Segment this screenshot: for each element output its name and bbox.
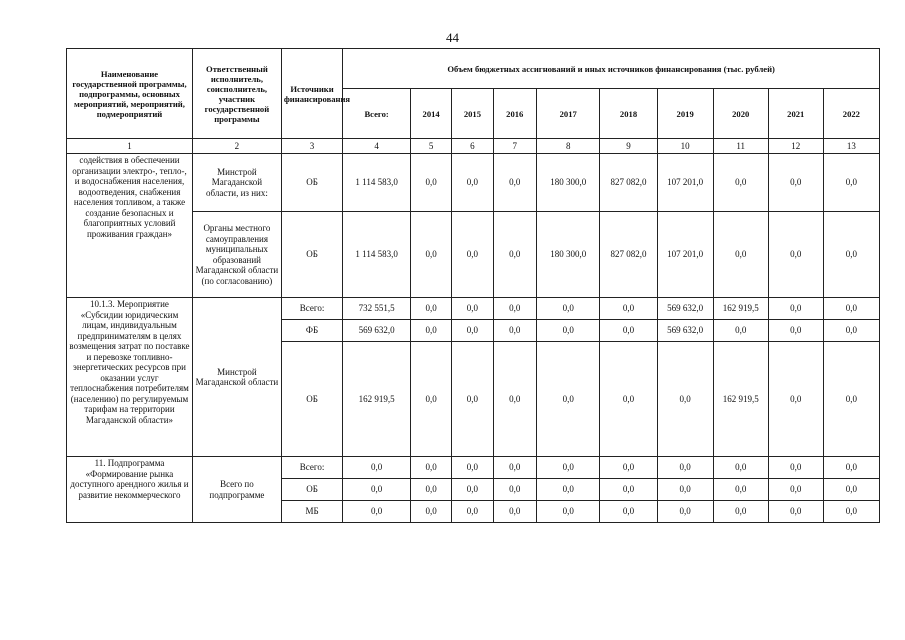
value-cell: 0,0 bbox=[452, 342, 493, 457]
index-cell: 11 bbox=[713, 139, 768, 154]
index-cell: 3 bbox=[281, 139, 342, 154]
executor-cell: Минстрой Магаданской области bbox=[192, 298, 281, 457]
table-row bbox=[67, 298, 880, 320]
value-cell: 0,0 bbox=[600, 501, 657, 523]
index-cell: 6 bbox=[452, 139, 493, 154]
source-cell: ОБ bbox=[281, 342, 342, 457]
page-number: 44 bbox=[446, 30, 459, 45]
program-name-cell: 10.1.3. Мероприятие «Субсидии юридическим лицам, индивидуальным предпринимателям в целях возмещения затрат по поставке и перевозке топливно-энергетических ресурсов при оказании услуг теплоснабжения потребителям (населению) по регулируемым тарифам на территории Магаданской области» bbox=[67, 298, 193, 457]
value-cell: 0,0 bbox=[536, 320, 600, 342]
index-cell: 12 bbox=[768, 139, 823, 154]
value-cell: 0,0 bbox=[768, 154, 823, 212]
value-cell: 0,0 bbox=[600, 298, 657, 320]
value-cell: 0,0 bbox=[768, 298, 823, 320]
value-cell: 1 114 583,0 bbox=[343, 212, 411, 298]
value-cell: 0,0 bbox=[452, 154, 493, 212]
source-cell: ОБ bbox=[281, 479, 342, 501]
value-cell: 0,0 bbox=[600, 320, 657, 342]
index-row bbox=[67, 139, 880, 154]
value-cell: 162 919,5 bbox=[713, 298, 768, 320]
value-cell: 0,0 bbox=[452, 457, 493, 479]
value-cell: 0,0 bbox=[493, 154, 536, 212]
value-cell: 180 300,0 bbox=[536, 154, 600, 212]
header-year: 2014 bbox=[410, 89, 451, 139]
header-year: 2021 bbox=[768, 89, 823, 139]
value-cell: 0,0 bbox=[657, 501, 713, 523]
value-cell: 0,0 bbox=[713, 154, 768, 212]
executor-cell: Органы местного самоуправления муниципальных образований Магаданской области (по согласованию) bbox=[192, 212, 281, 298]
value-cell: 0,0 bbox=[343, 479, 411, 501]
value-cell: 0,0 bbox=[600, 457, 657, 479]
value-cell: 569 632,0 bbox=[343, 320, 411, 342]
source-cell: ФБ bbox=[281, 320, 342, 342]
value-cell: 0,0 bbox=[823, 342, 879, 457]
value-cell: 0,0 bbox=[713, 320, 768, 342]
value-cell: 0,0 bbox=[713, 479, 768, 501]
value-cell: 569 632,0 bbox=[657, 298, 713, 320]
index-cell: 4 bbox=[343, 139, 411, 154]
value-cell: 0,0 bbox=[823, 479, 879, 501]
value-cell: 0,0 bbox=[410, 320, 451, 342]
value-cell: 0,0 bbox=[768, 501, 823, 523]
program-name-cell: содействия в обеспечении организации электро-, тепло-, и водоснабжения населения, водоотведения, снабжения населения топливом, а также создание безопасных и благоприятных условий проживания граждан» bbox=[67, 154, 193, 298]
header-year: 2022 bbox=[823, 89, 879, 139]
index-cell: 8 bbox=[536, 139, 600, 154]
value-cell: 0,0 bbox=[823, 212, 879, 298]
value-cell: 0,0 bbox=[410, 212, 451, 298]
header-year: 2017 bbox=[536, 89, 600, 139]
value-cell: 0,0 bbox=[536, 479, 600, 501]
table-row bbox=[67, 457, 880, 479]
value-cell: 0,0 bbox=[452, 320, 493, 342]
index-cell: 2 bbox=[192, 139, 281, 154]
header-year: 2016 bbox=[493, 89, 536, 139]
source-cell: Всего: bbox=[281, 457, 342, 479]
executor-cell: Всего по подпрограмме bbox=[192, 457, 281, 523]
value-cell: 0,0 bbox=[823, 457, 879, 479]
value-cell: 107 201,0 bbox=[657, 212, 713, 298]
value-cell: 827 082,0 bbox=[600, 154, 657, 212]
value-cell: 0,0 bbox=[410, 298, 451, 320]
value-cell: 162 919,5 bbox=[713, 342, 768, 457]
table-row bbox=[67, 154, 880, 212]
value-cell: 0,0 bbox=[493, 212, 536, 298]
value-cell: 0,0 bbox=[493, 342, 536, 457]
value-cell: 0,0 bbox=[713, 457, 768, 479]
header-sources: Источники финансирования bbox=[281, 49, 342, 139]
value-cell: 0,0 bbox=[343, 457, 411, 479]
value-cell: 0,0 bbox=[452, 501, 493, 523]
index-cell: 10 bbox=[657, 139, 713, 154]
value-cell: 0,0 bbox=[493, 501, 536, 523]
value-cell: 0,0 bbox=[452, 479, 493, 501]
index-cell: 1 bbox=[67, 139, 193, 154]
value-cell: 1 114 583,0 bbox=[343, 154, 411, 212]
value-cell: 732 551,5 bbox=[343, 298, 411, 320]
value-cell: 0,0 bbox=[823, 501, 879, 523]
value-cell: 0,0 bbox=[536, 342, 600, 457]
value-cell: 0,0 bbox=[410, 154, 451, 212]
index-cell: 5 bbox=[410, 139, 451, 154]
value-cell: 0,0 bbox=[823, 154, 879, 212]
index-cell: 13 bbox=[823, 139, 879, 154]
value-cell: 0,0 bbox=[600, 479, 657, 501]
program-name-cell: 11. Подпрограмма «Формирование рынка доступного арендного жилья и развитие некоммерческого bbox=[67, 457, 193, 523]
value-cell: 180 300,0 bbox=[536, 212, 600, 298]
header-year: 2018 bbox=[600, 89, 657, 139]
index-cell: 7 bbox=[493, 139, 536, 154]
source-cell: Всего: bbox=[281, 298, 342, 320]
index-cell: 9 bbox=[600, 139, 657, 154]
source-cell: МБ bbox=[281, 501, 342, 523]
value-cell: 0,0 bbox=[493, 457, 536, 479]
value-cell: 0,0 bbox=[657, 479, 713, 501]
value-cell: 0,0 bbox=[600, 342, 657, 457]
value-cell: 162 919,5 bbox=[343, 342, 411, 457]
value-cell: 107 201,0 bbox=[657, 154, 713, 212]
value-cell: 0,0 bbox=[536, 457, 600, 479]
value-cell: 0,0 bbox=[768, 457, 823, 479]
value-cell: 0,0 bbox=[713, 212, 768, 298]
value-cell: 0,0 bbox=[768, 479, 823, 501]
value-cell: 0,0 bbox=[657, 457, 713, 479]
value-cell: 0,0 bbox=[410, 479, 451, 501]
source-cell: ОБ bbox=[281, 154, 342, 212]
value-cell: 0,0 bbox=[410, 501, 451, 523]
value-cell: 0,0 bbox=[493, 479, 536, 501]
value-cell: 0,0 bbox=[768, 320, 823, 342]
source-cell: ОБ bbox=[281, 212, 342, 298]
header-executor: Ответственный исполнитель, соисполнитель, участник государственной программы bbox=[192, 49, 281, 139]
value-cell: 0,0 bbox=[410, 457, 451, 479]
header-year: 2020 bbox=[713, 89, 768, 139]
value-cell: 0,0 bbox=[768, 342, 823, 457]
value-cell: 0,0 bbox=[452, 298, 493, 320]
value-cell: 0,0 bbox=[452, 212, 493, 298]
header-year: 2019 bbox=[657, 89, 713, 139]
header-name: Наименование государственной программы, подпрограммы, основных мероприятий, мероприятий, подмероприятий bbox=[67, 49, 193, 139]
header-year: 2015 bbox=[452, 89, 493, 139]
value-cell: 569 632,0 bbox=[657, 320, 713, 342]
value-cell: 0,0 bbox=[713, 501, 768, 523]
value-cell: 0,0 bbox=[536, 298, 600, 320]
value-cell: 0,0 bbox=[768, 212, 823, 298]
value-cell: 827 082,0 bbox=[600, 212, 657, 298]
value-cell: 0,0 bbox=[493, 320, 536, 342]
value-cell: 0,0 bbox=[343, 501, 411, 523]
value-cell: 0,0 bbox=[493, 298, 536, 320]
value-cell: 0,0 bbox=[536, 501, 600, 523]
budget-table bbox=[66, 48, 880, 523]
value-cell: 0,0 bbox=[823, 320, 879, 342]
value-cell: 0,0 bbox=[657, 342, 713, 457]
header-total: Всего: bbox=[343, 89, 411, 139]
value-cell: 0,0 bbox=[823, 298, 879, 320]
header-volume: Объем бюджетных ассигнований и иных источников финансирования (тыс. рублей) bbox=[343, 49, 880, 89]
value-cell: 0,0 bbox=[410, 342, 451, 457]
executor-cell: Минстрой Магаданской области, из них: bbox=[192, 154, 281, 212]
